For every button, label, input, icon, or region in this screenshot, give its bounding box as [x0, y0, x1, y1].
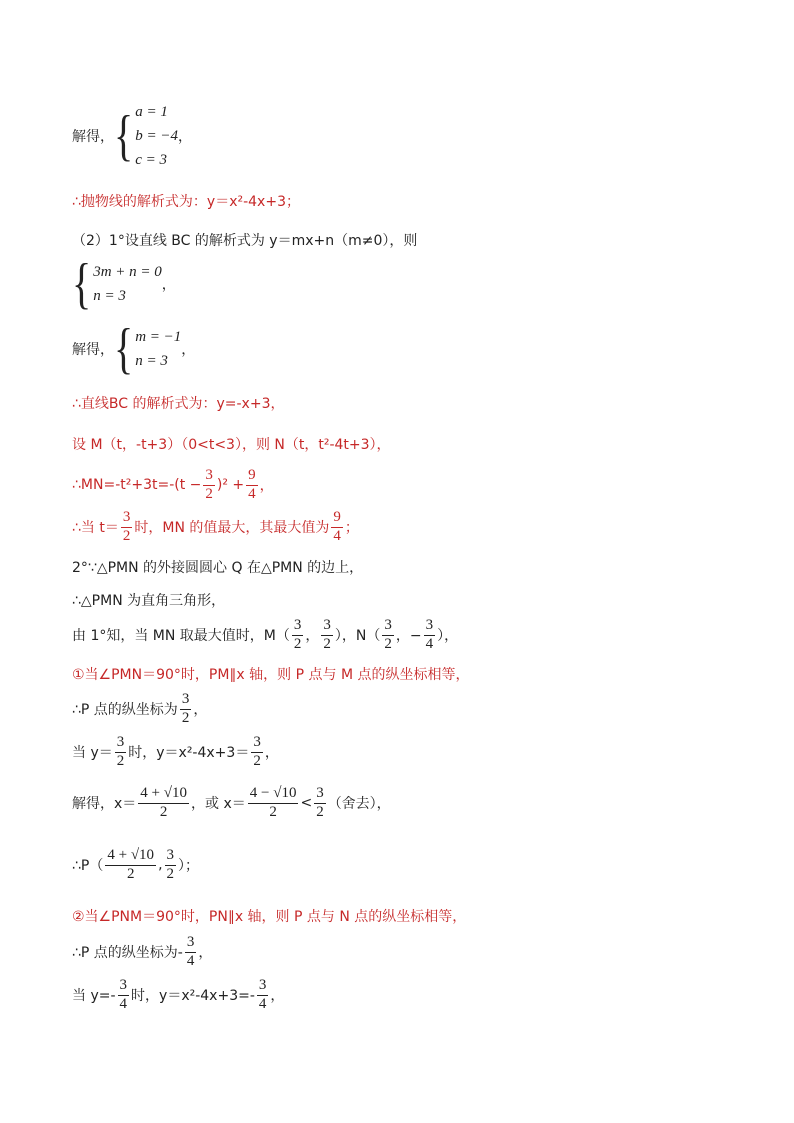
expr-text: 时，MN 的值最大，其最大值为 [134, 520, 330, 537]
numerator: 9 [246, 468, 258, 486]
punctuation: ； [344, 520, 359, 537]
fraction [382, 618, 394, 653]
expr-text: 解得，x＝ [72, 796, 137, 813]
brace: { [114, 103, 134, 167]
eq-row: b = −4 [135, 128, 178, 144]
equation-system [114, 100, 178, 172]
punctuation: ）， [437, 628, 459, 645]
solve-x-case-1 [72, 786, 391, 821]
expr-text: )² + [216, 477, 245, 494]
denominator: 2 [205, 485, 213, 502]
solution-abc [72, 100, 192, 172]
expr-text: 时，y＝x²-4x+3=- [131, 988, 255, 1005]
punctuation: ， [270, 988, 285, 1005]
numerator: 3 [180, 692, 192, 710]
denominator: 2 [122, 527, 131, 544]
part-2-intro [72, 230, 417, 250]
expr-text: ，− [395, 628, 422, 645]
parabola-formula: ∴抛物线的解析式为：y＝x²-4x+3； [72, 194, 300, 210]
fraction [203, 468, 215, 503]
numerator: 4 + √10 [105, 848, 156, 866]
denominator: 2 [293, 635, 302, 652]
expr-text: 时，y＝x²-4x+3＝ [128, 745, 250, 762]
case-2-statement: ②当∠PNM＝90°时，PN∥x 轴，则 P 点与 N 点的纵坐标相等， [72, 909, 467, 925]
fraction [251, 735, 263, 770]
punctuation: （舍去）， [327, 796, 391, 813]
numerator: 3 [115, 735, 127, 753]
numerator: 3 [185, 935, 197, 953]
numerator: 3 [118, 978, 130, 996]
set-m-n: 设 M（t，-t+3）（0<t<3），则 N（t，t²-4t+3）， [72, 437, 391, 453]
denominator: 2 [116, 752, 125, 769]
denominator: 2 [384, 635, 392, 652]
circumcenter-statement: 2°∵△PMN 的外接圆圆心 Q 在△PMN 的边上， [72, 560, 364, 576]
expr-text: < [300, 795, 313, 812]
substitute-y-case-2 [72, 978, 284, 1013]
punctuation: ）； [178, 858, 200, 875]
fraction [292, 618, 304, 653]
denominator: 2 [323, 635, 331, 652]
expr-text: 当 y＝ [72, 745, 113, 762]
expr-text: ∴P（ [72, 858, 104, 875]
eq-row: n = 3 [135, 353, 168, 369]
denominator: 2 [159, 803, 168, 820]
punctuation: ， [259, 478, 274, 495]
denominator: 4 [119, 995, 128, 1012]
punctuation: ， [161, 277, 176, 293]
brace: { [114, 316, 134, 380]
fraction [321, 618, 333, 653]
p-ordinate-case-2 [72, 935, 212, 970]
denominator: 4 [425, 635, 434, 652]
fraction [115, 735, 127, 770]
eq-row: a = 1 [135, 104, 168, 120]
fraction [180, 692, 192, 727]
fraction [314, 786, 326, 821]
numerator: 3 [424, 618, 436, 636]
punctuation: ， [264, 745, 279, 762]
mn-coordinates [72, 618, 458, 653]
part-2-intro-text: （2）1°设直线 BC 的解析式为 y＝mx+n（m≠0），则 [72, 233, 418, 249]
p-ordinate-case-1 [72, 692, 207, 727]
denominator: 4 [248, 485, 256, 502]
expr-text: ∴MN=-t²+3t=-(t − [72, 477, 202, 494]
punctuation: ， [181, 342, 196, 358]
numerator: 9 [331, 510, 343, 528]
denominator: 2 [269, 803, 277, 820]
expr-text: ∴当 t＝ [72, 520, 119, 537]
equation-system [114, 316, 182, 380]
denominator: 2 [166, 865, 175, 882]
numerator: 3 [292, 618, 304, 636]
denominator: 2 [126, 865, 135, 882]
denominator: 2 [316, 803, 324, 820]
line-bc-formula: ∴直线BC 的解析式为：y=-x+3， [72, 396, 285, 412]
system-mn [72, 251, 176, 315]
fraction [105, 848, 156, 883]
punctuation: ， [193, 702, 208, 719]
fraction [138, 786, 189, 821]
expr-text: , [158, 857, 163, 874]
numerator: 3 [314, 786, 326, 804]
numerator: 3 [165, 848, 177, 866]
numerator: 3 [382, 618, 394, 636]
fraction [257, 978, 269, 1013]
eq-row: c = 3 [135, 152, 167, 168]
label-jiede: 解得， [72, 129, 114, 145]
numerator: 3 [321, 618, 333, 636]
label-jiede: 解得， [72, 342, 114, 358]
expr-text: ∴P 点的纵坐标为 [72, 702, 178, 719]
denominator: 4 [186, 952, 195, 969]
p-point-case-1 [72, 848, 199, 883]
brace: { [72, 251, 92, 315]
mn-max [72, 510, 359, 545]
mn-expression [72, 468, 274, 503]
numerator: 3 [121, 510, 133, 528]
denominator: 4 [258, 995, 267, 1012]
denominator: 2 [253, 752, 261, 769]
numerator: 4 − √10 [248, 786, 299, 804]
eq-row: m = −1 [135, 329, 182, 345]
punctuation: ， [177, 129, 192, 145]
fraction [246, 468, 258, 503]
numerator: 3 [257, 978, 269, 996]
expr-text: ， [305, 628, 320, 645]
numerator: 3 [251, 735, 263, 753]
fraction [185, 935, 197, 970]
denominator: 4 [333, 527, 341, 544]
numerator: 3 [203, 468, 215, 486]
fraction [118, 978, 130, 1013]
expr-text: 由 1°知，当 MN 取最大值时，M（ [72, 628, 290, 645]
fraction [248, 786, 299, 821]
fraction [424, 618, 436, 653]
expr-text: ），N（ [334, 628, 381, 645]
expr-text: ∴P 点的纵坐标为- [72, 945, 183, 962]
denominator: 2 [181, 709, 190, 726]
punctuation: ， [198, 945, 213, 962]
eq-row: n = 3 [93, 288, 126, 304]
equation-system [72, 251, 162, 315]
eq-row: 3m + n = 0 [93, 264, 162, 280]
numerator: 4 + √10 [138, 786, 189, 804]
expr-text: 当 y=- [72, 988, 116, 1005]
fraction [331, 510, 343, 545]
fraction [121, 510, 133, 545]
solution-mn [72, 316, 196, 380]
case-1-statement: ①当∠PMN＝90°时，PM∥x 轴，则 P 点与 M 点的纵坐标相等， [72, 667, 470, 683]
right-triangle-statement: ∴△PMN 为直角三角形， [72, 593, 226, 609]
fraction [165, 848, 177, 883]
expr-text: ，或 x＝ [191, 796, 246, 813]
substitute-y-case-1 [72, 735, 279, 770]
